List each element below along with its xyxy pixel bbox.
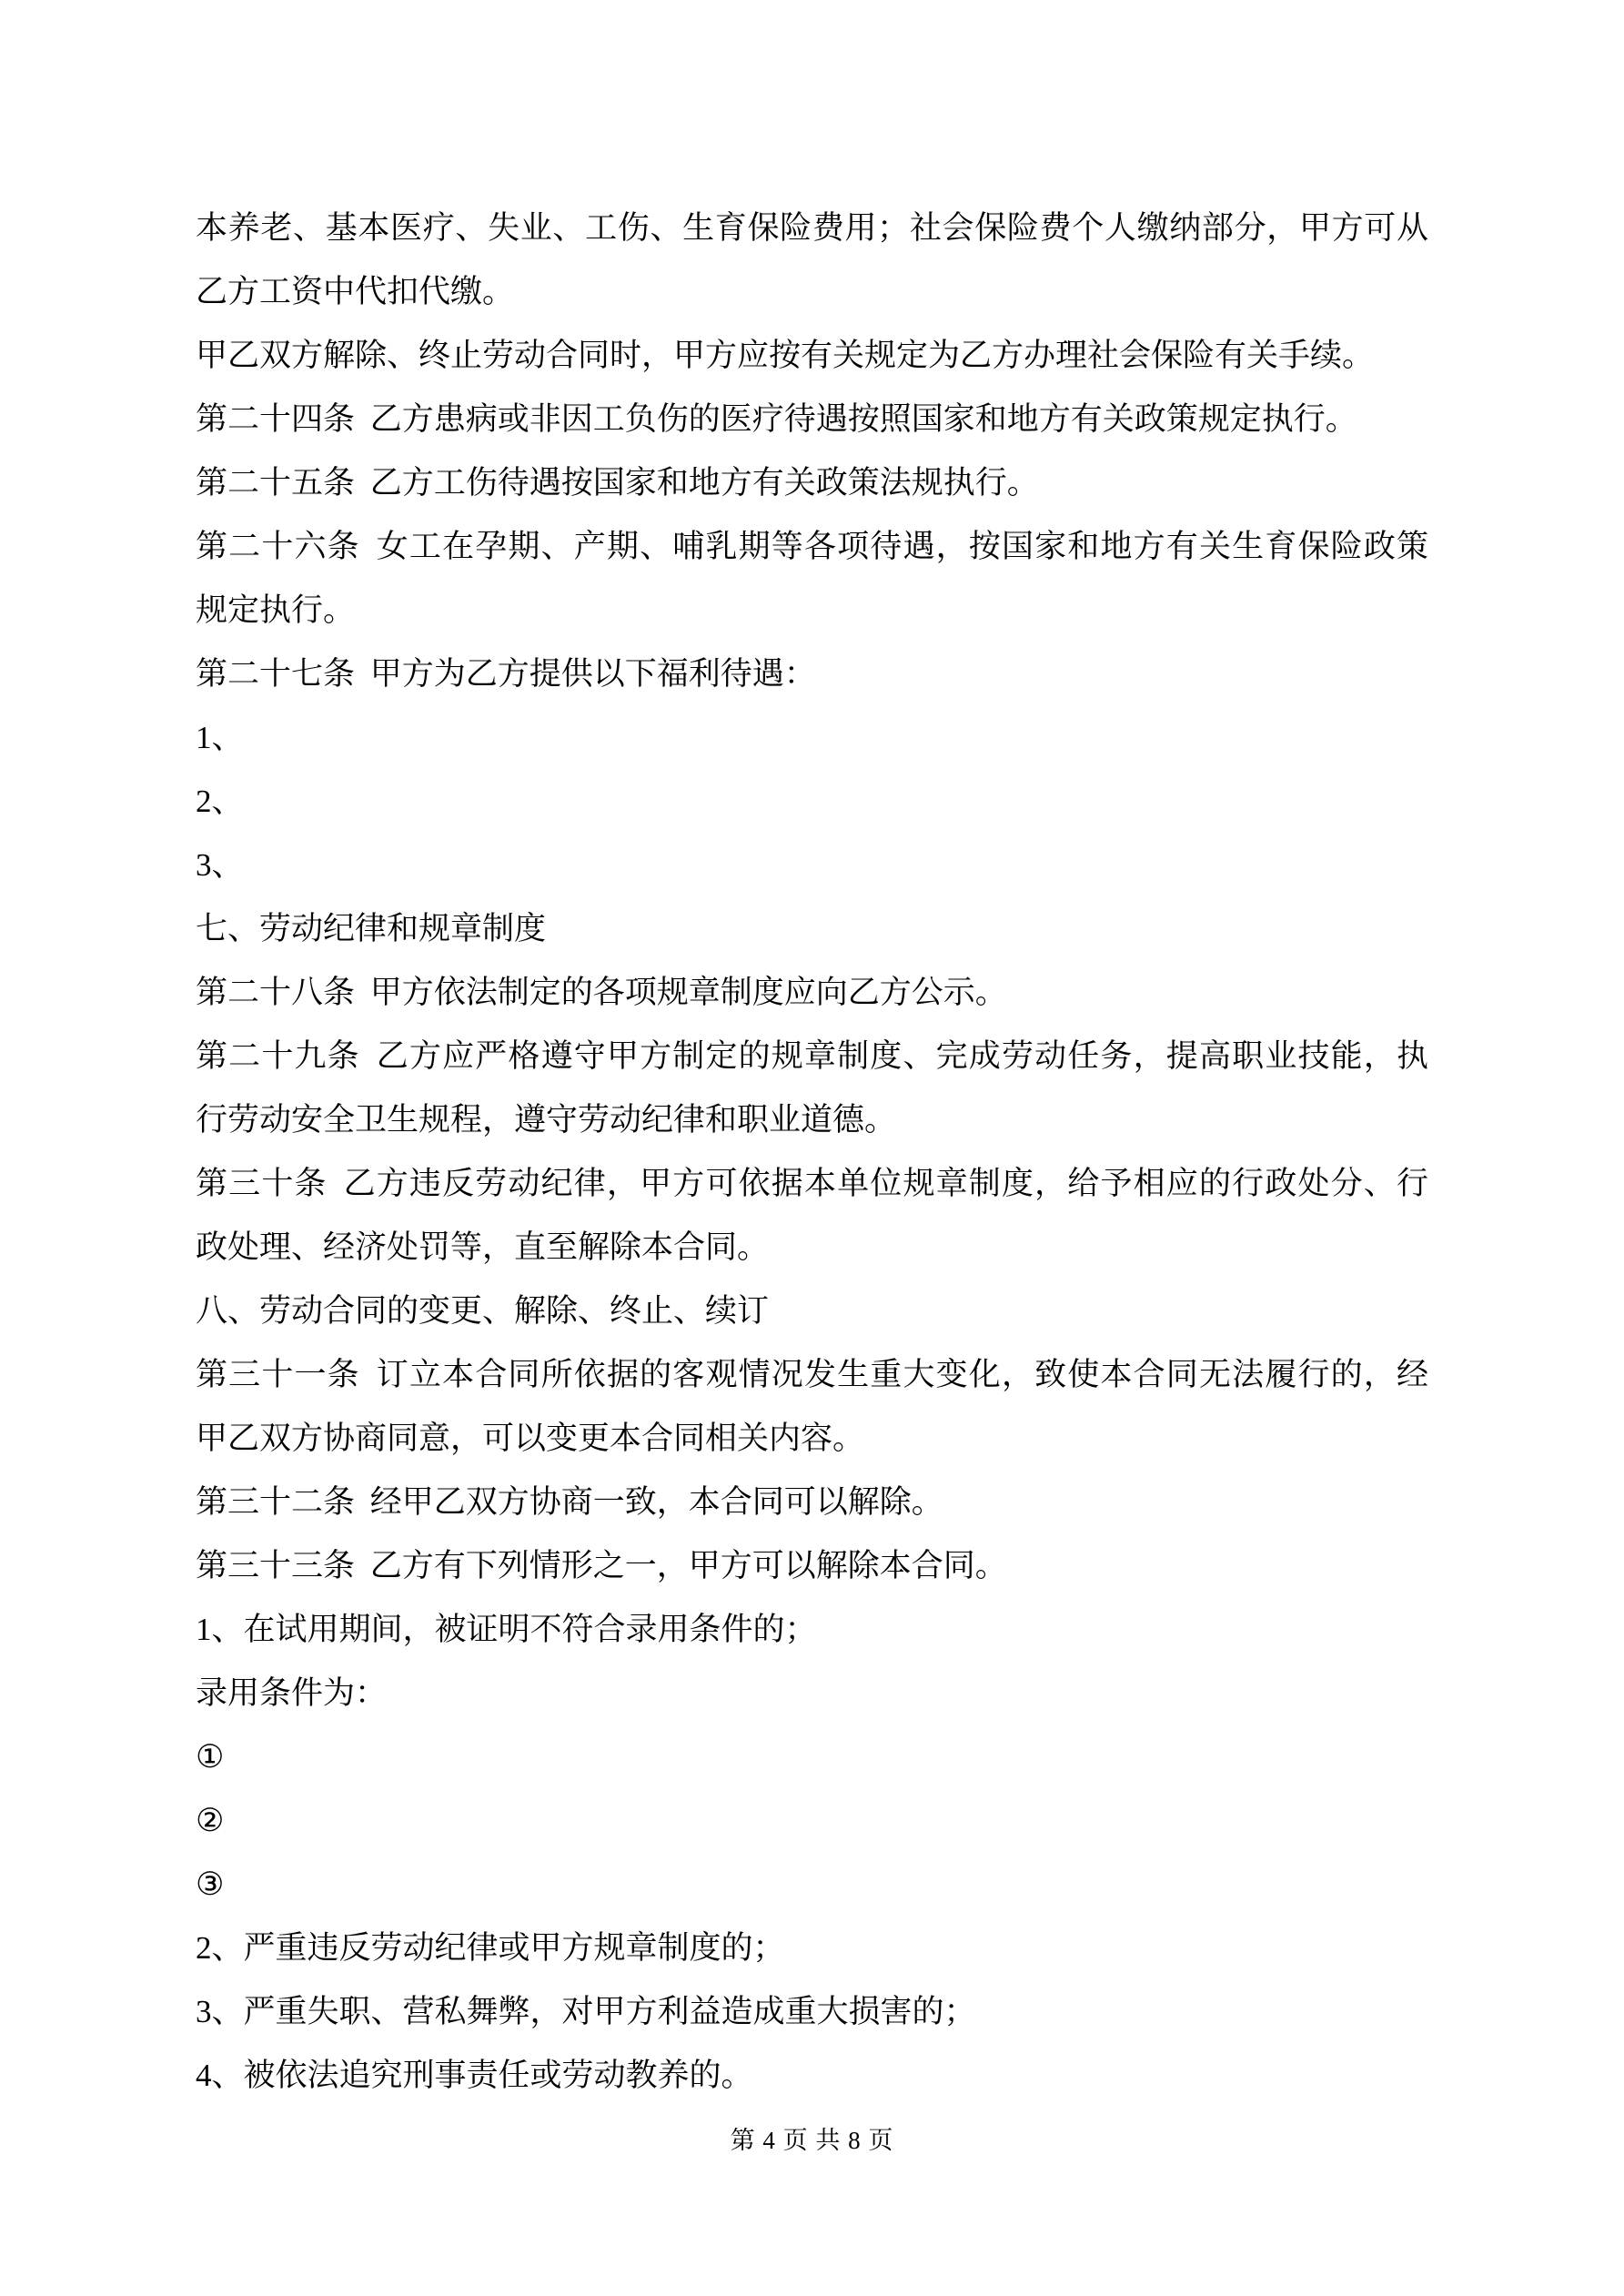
text-line: 4、被依法追究刑事责任或劳动教养的。: [196, 2058, 753, 2093]
text-line: 政处理、经济处罚等，直至解除本合同。: [196, 1229, 770, 1265]
text-line: 八、劳动合同的变更、解除、终止、续订: [196, 1293, 770, 1329]
text-line: 第二十六条 女工在孕期、产期、哺乳期等各项待遇，按国家和地方有关生育保险政策: [196, 529, 1428, 564]
text-line: 2、严重违反劳动纪律或甲方规章制度的；: [196, 1930, 785, 1966]
text-line: 甲乙双方解除、终止劳动合同时，甲方应按有关规定为乙方办理社会保险有关手续。: [196, 338, 1375, 373]
text-line: 第二十九条 乙方应严格遵守甲方制定的规章制度、完成劳动任务，提高职业技能，执: [196, 1038, 1428, 1074]
text-line: 第三十二条 经甲乙双方协商一致，本合同可以解除。: [196, 1484, 943, 1520]
text-line: 规定执行。: [196, 592, 356, 628]
text-line: 第三十三条 乙方有下列情形之一，甲方可以解除本合同。: [196, 1548, 1007, 1583]
text-line: 乙方工资中代扣代缴。: [196, 274, 515, 309]
text-line: 第三十条 乙方违反劳动纪律，甲方可依据本单位规章制度，给予相应的行政处分、行: [196, 1166, 1428, 1201]
text-line: 第二十五条 乙方工伤待遇按国家和地方有关政策法规执行。: [196, 465, 1039, 501]
text-line: 七、劳动纪律和规章制度: [196, 911, 547, 946]
text-line: ②: [196, 1803, 225, 1838]
text-line: 第二十七条 甲方为乙方提供以下福利待遇：: [196, 656, 816, 692]
text-line: 1、: [196, 720, 244, 755]
text-line: 录用条件为：: [196, 1675, 388, 1711]
text-line: 1、在试用期间，被证明不符合录用条件的；: [196, 1612, 817, 1647]
page-footer: 第 4 页 共 8 页: [730, 2127, 894, 2154]
text-line: ③: [196, 1866, 225, 1902]
text-line: 甲乙双方协商同意，可以变更本合同相关内容。: [196, 1421, 865, 1456]
text-line: 第二十四条 乙方患病或非因工负伤的医疗待遇按照国家和地方有关政策规定执行。: [196, 401, 1357, 437]
text-line: 行劳动安全卫生规程，遵守劳动纪律和职业道德。: [196, 1102, 897, 1138]
text-line: 3、: [196, 847, 244, 883]
text-line: 3、严重失职、营私舞弊，对甲方利益造成重大损害的；: [196, 1994, 976, 2029]
text-line: 本养老、基本医疗、失业、工伤、生育保险费用；社会保险费个人缴纳部分，甲方可从: [196, 210, 1428, 246]
text-line: 2、: [196, 784, 244, 819]
text-line: 第二十八条 甲方依法制定的各项规章制度应向乙方公示。: [196, 975, 1007, 1010]
contract-body-text: [196, 197, 1428, 2108]
text-line: ①: [196, 1739, 225, 1775]
text-line: 第三十一条 订立本合同所依据的客观情况发生重大变化，致使本合同无法履行的，经: [196, 1357, 1428, 1392]
